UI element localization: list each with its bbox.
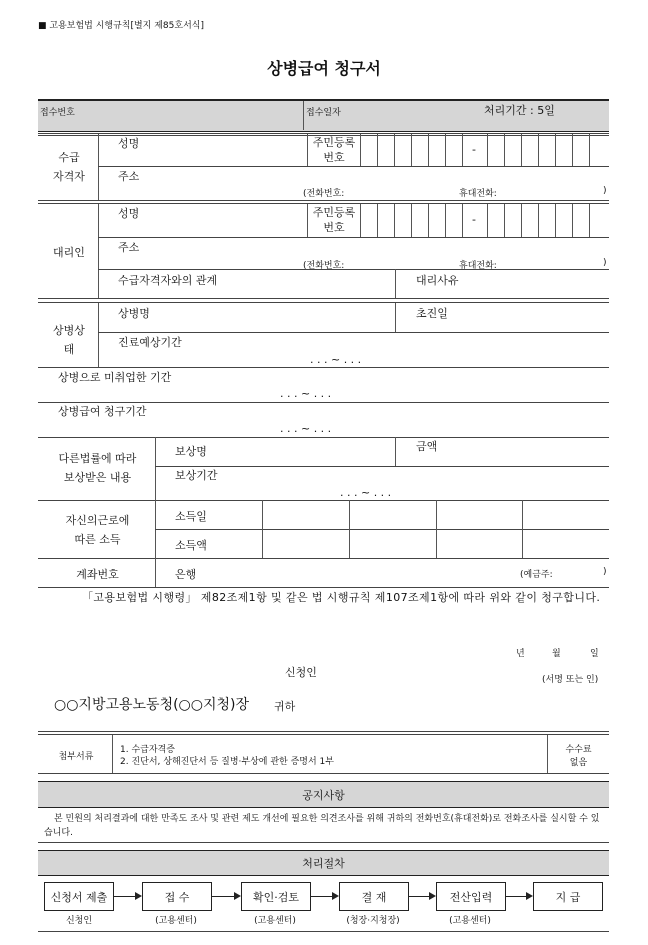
treatment-period-value[interactable]: . . . ~ . . . xyxy=(310,353,362,366)
process-arrow-icon xyxy=(211,896,239,897)
claimant-close-paren: ) xyxy=(603,186,607,196)
claim-period-label: 상병급여 청구기간 xyxy=(58,405,147,418)
process-step-input: 전산입력 xyxy=(436,882,506,911)
first-visit-label: 초진일 xyxy=(416,307,448,320)
compensation-period-label: 보상기간 xyxy=(175,469,218,482)
agent-rrn-label: 주민등록 번호 xyxy=(312,206,356,234)
unemployed-period-label: 상병으로 미취업한 기간 xyxy=(58,371,172,384)
agent-relation-label: 수급자격자와의 관계 xyxy=(118,274,218,287)
agent-phone-label: (전화번호: xyxy=(303,261,345,271)
process-step-pay: 지 급 xyxy=(533,882,603,911)
claimant-phone-label: (전화번호: xyxy=(303,189,345,199)
claimant-rrn-dash: - xyxy=(472,143,476,156)
date-day-label: 일 xyxy=(590,649,599,659)
receipt-number-label: 접수번호 xyxy=(40,108,75,118)
process-arrow-icon xyxy=(505,896,531,897)
receipt-date-label: 접수일자 xyxy=(306,108,341,118)
claimant-name-label: 성명 xyxy=(118,137,140,150)
income-section-label: 자신의근로에 따른 소득 xyxy=(65,514,130,546)
agent-close-paren: ) xyxy=(603,258,607,268)
agent-section-label: 대리인 xyxy=(53,246,85,259)
agent-rrn-dash: - xyxy=(472,213,476,226)
agent-address-label: 주소 xyxy=(118,241,140,254)
income-amount-label: 소득액 xyxy=(175,539,207,552)
account-holder-close: ) xyxy=(603,567,607,577)
process-title: 처리절차 xyxy=(302,857,345,870)
notice-text: 본 민원의 처리결과에 대한 만족도 조사 및 관련 제도 개선에 필요한 의견조사를 위해 귀하의 전화번호(휴대전화)로 전화조사를 실시할 수 있습니다. xyxy=(44,814,600,838)
fee-label: 수수료 xyxy=(565,745,592,755)
compensation-name-label: 보상명 xyxy=(175,445,207,458)
process-step-input-actor: (고용센터) xyxy=(449,916,491,926)
process-step-approve-actor: (청장·지청장) xyxy=(346,916,400,926)
treatment-period-label: 진료예상기간 xyxy=(118,336,182,349)
processing-period-label: 처리기간 : 5일 xyxy=(484,104,555,117)
page-title: 상병급여 청구서 xyxy=(267,59,381,78)
process-step-review-actor: (고용센터) xyxy=(254,916,296,926)
process-step-submit: 신청서 제출 xyxy=(44,882,114,911)
process-step-submit-actor: 신청인 xyxy=(65,916,93,926)
process-step-approve: 결 재 xyxy=(339,882,409,911)
signature-label: (서명 또는 인) xyxy=(542,675,599,685)
income-date-label: 소득일 xyxy=(175,510,207,523)
compensation-amount-label: 금액 xyxy=(416,440,438,453)
attachment-item-1: 1. 수급자격증 xyxy=(120,745,175,755)
process-arrow-icon xyxy=(408,896,434,897)
process-arrow-icon xyxy=(310,896,337,897)
account-label: 계좌번호 xyxy=(76,568,119,581)
claim-period-value[interactable]: . . . ~ . . . xyxy=(280,422,332,435)
recipient-office: ○○지방고용노동청(○○지청)장 xyxy=(54,697,250,713)
agent-name-label: 성명 xyxy=(118,207,140,220)
date-year-label: 년 xyxy=(516,649,525,659)
agent-reason-label: 대리사유 xyxy=(416,274,459,287)
unemployed-period-value[interactable]: . . . ~ . . . xyxy=(280,387,332,400)
attachment-item-2: 2. 진단서, 상해진단서 등 질병·부상에 관한 증명서 1부 xyxy=(120,757,334,767)
claimant-address-label: 주소 xyxy=(118,170,140,183)
agent-mobile-label: 휴대전화: xyxy=(459,261,497,271)
claimant-section-label: 수급 자격자 xyxy=(53,151,85,183)
date-month-label: 월 xyxy=(552,649,561,659)
other-law-section-label: 다른법률에 따라 보상받은 내용 xyxy=(58,452,137,484)
compensation-period-value[interactable]: . . . ~ . . . xyxy=(340,486,392,499)
illness-section-label: 상병상 태 xyxy=(53,324,85,356)
account-holder-label: (예금주: xyxy=(520,570,553,580)
illness-name-label: 상병명 xyxy=(118,307,150,320)
notice-title: 공지사항 xyxy=(302,789,345,802)
claimant-rrn-label: 주민등록 번호 xyxy=(312,136,356,164)
fee-value: 없음 xyxy=(569,758,588,768)
claimant-mobile-label: 휴대전화: xyxy=(459,189,497,199)
attachments-label: 첨부서류 xyxy=(58,752,94,762)
form-reference-note: ■ 고용보험법 시행규칙[별지 제85호서식] xyxy=(38,21,204,31)
claim-statement: 「고용보험법 시행령」 제82조제1항 및 같은 법 시행규칙 제107조제1항에 따라 위와 같이 청구합니다. xyxy=(82,591,601,604)
applicant-label: 신청인 xyxy=(285,666,317,679)
recipient-suffix: 귀하 xyxy=(274,700,296,713)
process-arrow-icon xyxy=(113,896,140,897)
bank-label: 은행 xyxy=(175,568,197,581)
process-step-receive: 접 수 xyxy=(142,882,212,911)
process-step-review: 확인·검토 xyxy=(241,882,311,911)
process-step-receive-actor: (고용센터) xyxy=(155,916,197,926)
